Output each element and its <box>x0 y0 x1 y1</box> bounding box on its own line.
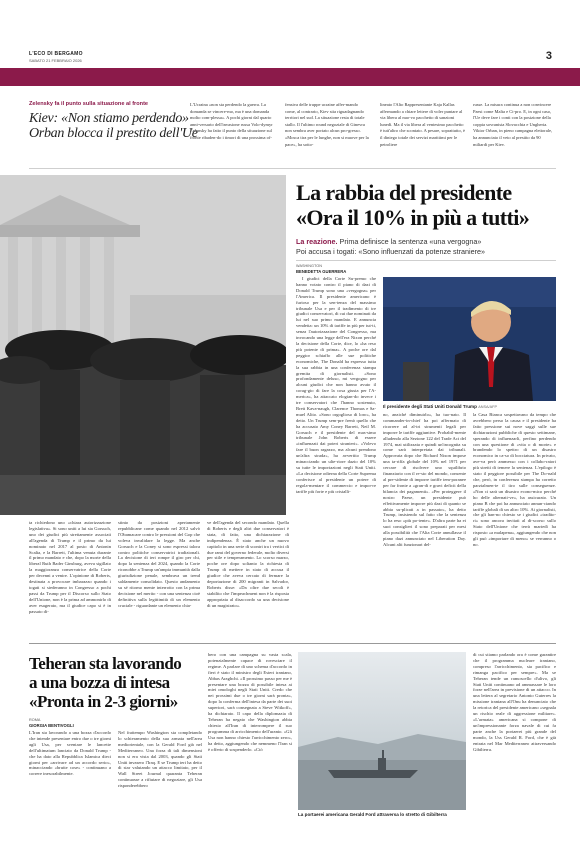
masthead-date: SABATO 21 FEBBRAIO 2026 <box>29 58 82 63</box>
main-headline-1: La rabbia del presidente <box>296 180 512 205</box>
main-deck-2: Poi accusa i togati: «Sono influenzati da potenze straniere» <box>296 247 485 256</box>
bottom-col-2: Nel frattempo Washington sta completando lo schieramento della sua armata nell'area mediorientale, con la Gerald Ford già nel Mediterraneo. Una forza di tali dimensioni non si era vista dal 2003, quando gli Stati Uniti invasero l'Iraq. E se Trump ieri ha detto di star valutando un attacco limitato, per il Wall Street Journal quaranta Teheran continuasse a rifiutare di negoziare, gli Usa risponderebbero <box>118 730 202 789</box>
trump-photo-caption <box>383 404 497 409</box>
main-col-2: no, anziché diminuirlo», ha tuo-nato. Il commander-in-chief ha poi affermato di ricorrere ad al-tri strumenti legali per imporre le tariffe aggiuntive. Probabil-mente alludendo alla Sezione 122 del Trade Act del 1974, mai utilizzata e quindi un'incognita su come sarà interpretata dai tribunali. Approvata dopo che Richard Nixon impose una ta-riffa globale del 10% nel 1971 per cercare di risolvere uno squilibrio finanziario con il re-sto del mondo, consente al pre-sidente di imporre tariffe tem-poranee per far fronte a «gran-di e gravi deficit della bilancia dei pagamenti». «Per proteggere il nostro Paese, un presidente può effettivamente imporre più dazi di quanto se abbia su-plicati a in passato», ha detto Trump, insistendo sul fatto che la sentenza lo ha reso «più po-tente». D'altra parte ha ei suoi consiglieri il sono preparati per mesi alla possibilità che l'Alta Corte annullasse il piano dazi annunciato nel Liberation Day. Alcuni alti funzionari del- <box>383 412 466 547</box>
trump-illustration <box>383 277 556 401</box>
bottom-col-3: bero con una campagna su vasta scala, potenzialmente capace di rovesciare il regime. A parlare di uno schema d'accordo in fieri è stato il ministro degli Esteri iraniano, Abbas Araghchi. «Il prossimo passo per me è presentare una bozza di possibile intesa ai miei omologhi negli Stati Uniti. Credo che nei prossimi due o tre giorni sarà pronta», dopo la conferma dell'intesa da parte dei suoi superiori, sarà consegnata a Steve Witkoff», ha dichiarato. Il capo della diplomazia di Teheran ha negato che Washington abbia chiesto all'Iran di interrompere il suo programma di arricchimento dell'uranio. «Gli Usa non hanno chiesto l'arricchimento zero», ha detto, aggiungendo che nemmeno l'Iran si è offerto di sospenderlo. «Ciò <box>208 652 292 752</box>
caption-credit: ANSA/AFP <box>478 405 497 409</box>
left-col-3: ve dell'agenda del secondo mandato. Quella di Roberts e degli altri due conservatori è stata, di fatto, una dichiarazione di indipendenza. È stato anche un nuovo capitolo in una serie di scontri tra i vertici di due rami del governo federale, molto diversi per stile e temperamento. Lo scorso marzo, poche ore dopo soltanto la richiesta di Trump di mettere in stato di accusa il giudice che aveva cercato di fermare la deportazione di 200 migranti in Salvador, Roberts disse: «Da oltre due secoli è stabilito che l'impeachment non è la risposta appropriata al disaccordo su una decisione di un magistrato». <box>207 520 289 608</box>
top-story-kicker: Zelensky fa il punto sulla situazione al fronte <box>29 101 149 107</box>
supreme-court-photo <box>0 175 286 515</box>
carrier-photo <box>298 652 466 810</box>
main-deck <box>296 237 481 246</box>
top-story-col-2: fensiva delle truppe ucraine affer-mando come, al contrario, Kiev stia riguadagnando territori nel sud. La situazione resta di totale stallo. Il l'ultimo round negoziale di Ginevra non sembra aver portato alcun pro-gresso. «Mosca tira per le lunghe, non si muove per la pace», ha sotto- <box>285 102 369 147</box>
bottom-headline-1: Teheran sta lavorando <box>29 654 182 673</box>
main-headline-2: «Ora il 10% in più a tutti» <box>296 205 530 230</box>
accent-band <box>0 68 580 86</box>
divider-bottom <box>29 643 556 644</box>
deck-label: La reazione. <box>296 237 338 246</box>
carrier-illustration <box>298 652 466 810</box>
top-story-col-3: lineato l'Alto Rappresentante Kaja Kallas affermando a chiare lettere di voler puntare al via libera al nuo-vo pacchetto di sanzioni lunedì. Ma il via libera al ventesimo pacchetto è tutt'altro che scontato. A pesare, soprattutto, è il diniego totale dei servizi marittimi per le petroliere <box>380 102 466 147</box>
main-col-1: I giudici della Corte Su-premo che hanno votato contro il piano di dazi di Donald Trump sono una «vergogna» per l'America. Il presidente americano è furioso per la sen-tenza del massimo tribunale Usa e per il tradimento di tre giudici conservatori, di cui due nominati da lui nel suo primo mandato. E annuncia vendetta: un 10% di tariffe in più per tut-ti, senza l'autorizzazione del Congresso, ma invocando una legge dell'era Nixon perché la decisione della Corte, dice, lo «ha reso più potente di prima». A poche ore dal peggior schiaffo alle sue politiche economiche, The Donald ha espresso tutta la sua rabbia in una conferenza stampa gremita di giornalisti. «Sono profondamente deluso, mi vergogno per alcuni giudici che non hanno avuto il corag-gio di fare la cosa giusta per l'A-merica», ha attaccato elogian-do invece i tre conservatori che l'hanno sostenuto, Brett Kava-naugh, Clarence Thomas e Sa-muel Alito. «Sono orgoglioso di loro», ha detto. Un Trump sem-pre frenò quello che ha accusato Amy Coney Barrett, Neil M. Gorsuch e il presidente del mas-simo tribunale John Roberts di essere «influenzati dai poteri stranieri». «Volevo fare il buon ragazzo, ma alcuni prendono un'altra strada», ha avvertito Trump minacciando un ulte-riore dazio del 10% su tutte le importazioni negli Stati Uniti. «La decisione odierna della Corte Suprema conferisce al presidente un potere di regola-mentare il commercio e impor-re tariffe più forte e più cristalli- <box>296 276 376 494</box>
main-dateline: WASHINGTON <box>296 264 322 268</box>
bottom-col-4: di cui stiamo parlando ora è come garantire che il programma nucleare iraniano, compreso l'arricchimento, sia pacifico e rimanga pacifico per sempre». Ma se Teheran tende un ramoscello d'ulivo, gli Stati Uniti continuano ad ammassare le loro forze nell'area in previsione di un attacco. In una lettera al segretario Antonio Guterres la missione iraniana all'Onu ha denunciato che la retorica del presidente americano «segnala un rischio reale di aggressione militare». «L'armata» americana si compone di un'impressionante forza navale di cui fa parte anche la portaerei più grande del mondo, la Uss Gerald R. Ford, che è già entrata nel Mar Mediterraneo attraversando Gibilterra. <box>473 652 556 752</box>
top-story-col-4: russe. La misura continua a non convincere Paesi come Malta e Ci-pro. E, in ogni caso, l'Ue deve fare i conti con la posizione della coppia sovranista Slovacchia e Ungheria. Viktor Orban, in pieno campagna elettorale, ha annunciato il veto al prestito da 90 miliardi per Kiev. <box>473 102 553 147</box>
bottom-col-1: L'Iran sta lavorando a una bozza d'accordo che intende presentare entro due o tre giorni agli Usa, per sventare le lancette dell'ultimatum lanciato da Donald Trump - che ha dato alla Repubblica Islamica dieci giorni per «arrivare ad un accordo serio», minacciando «brutte cose» - continuano a correre inesorabilmente. <box>29 730 111 777</box>
main-byline: BENEDETTA GUERRERA <box>296 269 347 274</box>
bottom-headline-2: a una bozza di intesa <box>29 673 170 692</box>
bottom-headline-3: «Pronta in 2-3 giorni» <box>29 692 178 711</box>
divider-main <box>296 260 556 261</box>
caption-text: Il presidente degli Stati Uniti Donald Trump <box>383 404 477 409</box>
left-col-1: ta richiedono uno «chiara autorizzazione legislativa». Si sono uniti a lui sia Gorsuch, uno dei giudici più strettamente associati all'agenda di Trump e il primo da lui nominato nel 2017 al posto di Antonin Scalia, e la Barrett, l'ultima venuta durante il primo mandato e che, dopo la morte della liberal Ruth Bader Ginsburg, aveva sigillato la maggioranza conservatrice della Corte per decenni a venire. L'opinione di Roberts, destinata a provocare imbarazzo quando i togati si siederanno in Congresso a pochi passi da Trump per il Discorso sullo Stato dell'Unione, non è la prima ad ammonirlo di aver esagerato, ma il giudice capo si è in passato di- <box>29 520 111 614</box>
bottom-byline: GIORGIA BENTIVOGLI <box>29 723 74 728</box>
top-story-headline-1: Kiev: «Non stiamo perdendo» <box>29 111 189 126</box>
left-col-2: stinto da posizioni apertamente repubblicane come quando nel 2012 salvò l'Obamacare contro le pressioni del Gop che voleva invalidare la legge. Ma anche Gorsuch e la Coney si sono espressi talora contro politiche conservatrici tradizionali. La decisione di ieri rompe il giro per chi, dopo la sentenza del 2024, quando la Corte riconobbe a Trump un'ampia immunità dalla giurisdizione penale, sembrava un trend saldamente consolidato. Questo andamento su sé ritorno mente interrotto con la prima decisione nel merito - con una sentenza cioè definitiva sulla legittimità di un elemento cruciale - riguardante un elemento chia- <box>118 520 200 608</box>
deck-line-1: Prima definisce la sentenza «una vergogna» <box>339 237 482 246</box>
top-story-headline-2: Orban blocca il prestito dell'Ue <box>29 126 198 141</box>
page-number: 3 <box>545 50 552 62</box>
top-story-col-1: L'Ucraina «non sta perdendo la guerra. La domanda se vincere-mo, ma è una domanda molto com-plessa». A pochi giorni dal quarto anni-versario dell'invasione russa Volo-dymyr Zelensky ha fatto il punto della situazione sul fronte ribaden-do i timori di una prossima of- <box>190 102 273 140</box>
main-col-3: la Casa Bianca sospettavano da tempo che avrebbero perso la causa e il presidente ha fatto pressione sui nove saggi sulle sue dichiarazioni pubbliche di questo settimane, sperando di influenzarli, perfino perdendo con una questione di «vita o di morte» e brandendo lo spettro di un disastro economico in ca-so di bocciatura. In privato, ave-va però ammesso con i collabo-ratori più stretti di temere la sentenza. L'epilogo è stato il peggiore possibile per The Do-nald che, però, in conferenza stampa ha corretto parzialmen-te il tiro sulle conseguenze. «Non ci sarà un disastro econo-mico perché ho delle alternati-ve», ha assicurato. Un piano B che poi ha annunciato annun-ciando tariffe globali di un altro 10%. Ai giornalisti, che gli han-no chiesto se i giudici «tradito-ri» sono ancora invitati al di-scorso sullo Stato dell'Unione che terrà martedì ha risposto «a malapena», aggiungendo che non gli può «importare di meno» se verranno o no. <box>473 412 556 547</box>
divider-top <box>29 168 556 169</box>
supreme-court-illustration <box>0 175 286 515</box>
bottom-dateline: ROMA <box>29 718 41 722</box>
masthead-title: L'ECO DI BERGAMO <box>29 51 83 57</box>
carrier-photo-caption: La portaerei americana Gerald Ford attraversa lo stretto di Gibilterra <box>298 812 447 817</box>
trump-photo <box>383 277 556 401</box>
